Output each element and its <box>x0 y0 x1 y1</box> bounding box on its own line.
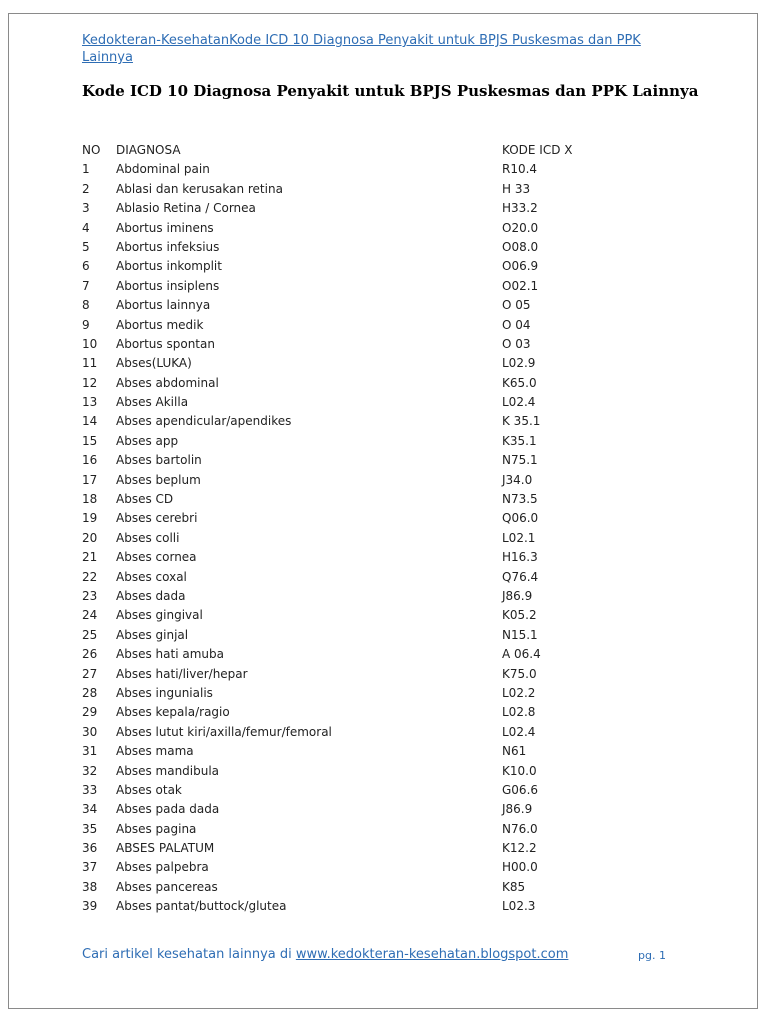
row-kode: K75.0 <box>502 666 537 681</box>
row-kode: O 03 <box>502 336 531 351</box>
row-kode: N75.1 <box>502 453 538 468</box>
table-row <box>82 277 702 296</box>
row-no: 37 <box>82 860 98 875</box>
row-diagnosa: Ablasio Retina / Cornea <box>116 201 256 216</box>
row-diagnosa: Abses apendicular/apendikes <box>116 414 292 429</box>
row-no: 38 <box>82 879 98 894</box>
row-kode: N61 <box>502 744 527 759</box>
row-diagnosa: Abortus insiplens <box>116 278 220 293</box>
row-no: 3 <box>82 201 90 216</box>
row-kode: K12.2 <box>502 841 537 856</box>
table-row <box>82 742 702 761</box>
row-diagnosa: ABSES PALATUM <box>116 841 215 856</box>
table-row <box>82 238 702 257</box>
row-diagnosa: Abses otak <box>116 782 182 797</box>
table-row <box>82 878 702 897</box>
row-no: 17 <box>82 472 98 487</box>
table-body <box>82 160 702 916</box>
row-diagnosa: Abses pancereas <box>116 879 218 894</box>
row-no: 34 <box>82 802 98 817</box>
row-no: 10 <box>82 336 98 351</box>
row-diagnosa: Abortus medik <box>116 317 204 332</box>
row-kode: K05.2 <box>502 608 537 623</box>
row-no: 33 <box>82 782 98 797</box>
document-title: Kode ICD 10 Diagnosa Penyakit untuk BPJS Puskesmas dan PPK Lainnya <box>82 82 699 100</box>
row-kode: Q76.4 <box>502 569 539 584</box>
row-diagnosa: Abses Akilla <box>116 395 189 410</box>
table-row <box>82 471 702 490</box>
row-kode: K35.1 <box>502 433 537 448</box>
row-diagnosa: Abdominal pain <box>116 162 210 177</box>
row-kode: O02.1 <box>502 278 539 293</box>
table-row <box>82 529 702 548</box>
table-row <box>82 645 702 664</box>
row-diagnosa: Abses abdominal <box>116 375 219 390</box>
row-diagnosa: Abses dada <box>116 588 186 603</box>
row-kode: L02.9 <box>502 356 536 371</box>
row-no: 39 <box>82 899 98 914</box>
row-diagnosa: Abses(LUKA) <box>116 356 192 371</box>
row-diagnosa: Abses pantat/buttock/glutea <box>116 899 287 914</box>
table-row <box>82 393 702 412</box>
row-no: 1 <box>82 162 90 177</box>
row-kode: K 35.1 <box>502 414 541 429</box>
row-no: 19 <box>82 511 98 526</box>
row-no: 5 <box>82 239 90 254</box>
table-row <box>82 665 702 684</box>
row-diagnosa: Abses bartolin <box>116 453 202 468</box>
row-diagnosa: Abses cerebri <box>116 511 198 526</box>
row-kode: L02.3 <box>502 899 536 914</box>
row-diagnosa: Abses hati/liver/hepar <box>116 666 248 681</box>
table-row <box>82 626 702 645</box>
row-no: 6 <box>82 259 90 274</box>
row-kode: L02.4 <box>502 724 536 739</box>
table-row <box>82 354 702 373</box>
table-row <box>82 257 702 276</box>
row-kode: K65.0 <box>502 375 537 390</box>
table-row <box>82 432 702 451</box>
row-diagnosa: Abortus iminens <box>116 220 214 235</box>
row-kode: L02.1 <box>502 530 536 545</box>
row-no: 36 <box>82 841 98 856</box>
table-row <box>82 568 702 587</box>
table-row <box>82 316 702 335</box>
table-row <box>82 762 702 781</box>
row-diagnosa: Abortus infeksius <box>116 239 220 254</box>
row-diagnosa: Abses ginjal <box>116 627 189 642</box>
row-no: 20 <box>82 530 98 545</box>
row-kode: O 05 <box>502 298 531 313</box>
table-row <box>82 219 702 238</box>
row-diagnosa: Ablasi dan kerusakan retina <box>116 181 283 196</box>
row-no: 7 <box>82 278 90 293</box>
footer-link[interactable]: www.kedokteran-kesehatan.blogspot.com <box>295 947 569 962</box>
row-no: 15 <box>82 433 98 448</box>
row-kode: K10.0 <box>502 763 537 778</box>
row-no: 31 <box>82 744 98 759</box>
row-diagnosa: Abses hati amuba <box>116 647 224 662</box>
row-no: 30 <box>82 724 98 739</box>
row-no: 9 <box>82 317 90 332</box>
row-diagnosa: Abses kepala/ragio <box>116 705 230 720</box>
page-number: pg. 1 <box>638 949 666 962</box>
row-kode: H16.3 <box>502 550 538 565</box>
header-link[interactable]: Kedokteran-KesehatanKode ICD 10 Diagnosa Penyakit untuk BPJS Puskesmas dan PPK Lainnya <box>82 33 641 65</box>
row-kode: O 04 <box>502 317 531 332</box>
table-row <box>82 781 702 800</box>
row-diagnosa: Abses ingunialis <box>116 685 213 700</box>
row-diagnosa: Abses cornea <box>116 550 197 565</box>
header-kode: KODE ICD X <box>502 143 573 157</box>
row-diagnosa: Abses CD <box>116 492 174 507</box>
table-row <box>82 412 702 431</box>
table-row <box>82 296 702 315</box>
row-diagnosa: Abses gingival <box>116 608 203 623</box>
row-diagnosa: Abses mama <box>116 744 194 759</box>
row-no: 27 <box>82 666 98 681</box>
header-no: NO <box>82 143 101 157</box>
row-diagnosa: Abses mandibula <box>116 763 220 778</box>
row-kode: N15.1 <box>502 627 538 642</box>
row-kode: J86.9 <box>502 802 533 817</box>
header-diagnosa: DIAGNOSA <box>116 143 181 157</box>
row-no: 18 <box>82 492 98 507</box>
row-kode: H33.2 <box>502 201 538 216</box>
row-kode: Q06.0 <box>502 511 539 526</box>
row-kode: J86.9 <box>502 588 533 603</box>
row-kode: N73.5 <box>502 492 538 507</box>
row-no: 16 <box>82 453 98 468</box>
row-no: 21 <box>82 550 98 565</box>
row-diagnosa: Abses coxal <box>116 569 187 584</box>
row-no: 28 <box>82 685 98 700</box>
icd-table <box>82 141 702 917</box>
table-row <box>82 490 702 509</box>
table-row <box>82 684 702 703</box>
row-kode: R10.4 <box>502 162 538 177</box>
row-diagnosa: Abses app <box>116 433 179 448</box>
table-row <box>82 180 702 199</box>
table-row <box>82 160 702 179</box>
row-no: 4 <box>82 220 90 235</box>
table-row <box>82 548 702 567</box>
row-diagnosa: Abses colli <box>116 530 180 545</box>
row-kode: K85 <box>502 879 526 894</box>
row-diagnosa: Abses palpebra <box>116 860 209 875</box>
table-row <box>82 199 702 218</box>
row-no: 23 <box>82 588 98 603</box>
row-no: 14 <box>82 414 98 429</box>
row-kode: G06.6 <box>502 782 539 797</box>
row-no: 22 <box>82 569 98 584</box>
row-kode: O06.9 <box>502 259 539 274</box>
table-row <box>82 703 702 722</box>
row-diagnosa: Abses pada dada <box>116 802 220 817</box>
table-row <box>82 451 702 470</box>
row-no: 25 <box>82 627 98 642</box>
row-no: 2 <box>82 181 90 196</box>
table-row <box>82 820 702 839</box>
row-diagnosa: Abortus inkomplit <box>116 259 222 274</box>
table-row <box>82 800 702 819</box>
footer-text: Cari artikel kesehatan lainnya di <box>82 947 296 962</box>
row-diagnosa: Abses lutut kiri/axilla/femur/femoral <box>116 724 332 739</box>
row-diagnosa: Abses pagina <box>116 821 197 836</box>
table-row <box>82 374 702 393</box>
row-no: 35 <box>82 821 98 836</box>
row-kode: A 06.4 <box>502 647 541 662</box>
row-no: 32 <box>82 763 98 778</box>
row-diagnosa: Abortus spontan <box>116 336 215 351</box>
table-row <box>82 509 702 528</box>
row-no: 11 <box>82 356 98 371</box>
table-row <box>82 858 702 877</box>
row-kode: O20.0 <box>502 220 539 235</box>
table-row <box>82 723 702 742</box>
row-diagnosa: Abses beplum <box>116 472 201 487</box>
table-row <box>82 587 702 606</box>
row-kode: L02.2 <box>502 685 536 700</box>
table-row <box>82 335 702 354</box>
table-row <box>82 839 702 858</box>
row-no: 13 <box>82 395 98 410</box>
row-no: 29 <box>82 705 98 720</box>
row-kode: H 33 <box>502 181 531 196</box>
row-kode: L02.8 <box>502 705 536 720</box>
row-kode: H00.0 <box>502 860 538 875</box>
table-row <box>82 897 702 916</box>
row-no: 24 <box>82 608 98 623</box>
row-kode: J34.0 <box>502 472 533 487</box>
table-row <box>82 606 702 625</box>
row-no: 26 <box>82 647 98 662</box>
row-diagnosa: Abortus lainnya <box>116 298 211 313</box>
row-kode: L02.4 <box>502 395 536 410</box>
row-kode: N76.0 <box>502 821 538 836</box>
row-kode: O08.0 <box>502 239 539 254</box>
footer <box>82 946 702 964</box>
row-no: 8 <box>82 298 90 313</box>
row-no: 12 <box>82 375 98 390</box>
table-header-row <box>82 141 702 160</box>
